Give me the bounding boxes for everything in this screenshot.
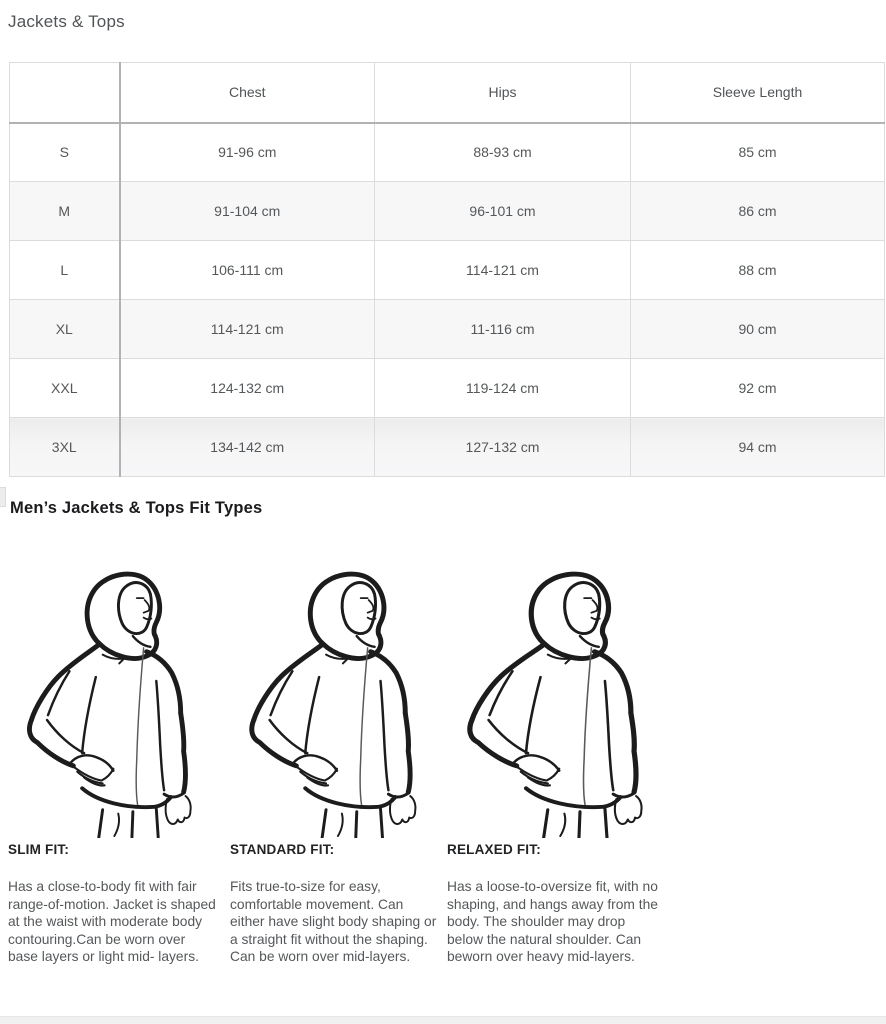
fit-type-column-standard: [230, 562, 438, 966]
table-row: [10, 241, 885, 300]
page-title: Jackets & Tops: [8, 12, 125, 31]
chest-cell: 91-104 cm: [120, 182, 375, 241]
column-header-hips: Hips: [375, 63, 631, 123]
table-row: [10, 123, 885, 182]
table-row: [10, 300, 885, 359]
chest-cell: 134-142 cm: [120, 418, 375, 477]
hooded-jacket-figure-icon: [230, 562, 433, 838]
sleeve-cell: 86 cm: [631, 182, 885, 241]
fit-type-name: STANDARD FIT:: [230, 842, 335, 857]
hips-cell: 88-93 cm: [375, 123, 631, 182]
size-cell: M: [10, 182, 120, 241]
hips-cell: 119-124 cm: [375, 359, 631, 418]
column-header-chest: Chest: [120, 63, 375, 123]
hips-cell: 11-116 cm: [375, 300, 631, 359]
left-edge-fragment: [0, 487, 6, 507]
column-header-sleeve-length: Sleeve Length: [631, 63, 885, 123]
table-row: [10, 182, 885, 241]
size-cell: 3XL: [10, 418, 120, 477]
hooded-jacket-figure-icon: [447, 562, 660, 838]
size-cell: XL: [10, 300, 120, 359]
chest-cell: 124-132 cm: [120, 359, 375, 418]
size-table: [9, 62, 885, 477]
footer-band: [0, 1016, 886, 1024]
table-row: [10, 418, 885, 477]
fit-type-column-slim: [8, 562, 216, 966]
hips-cell: 96-101 cm: [375, 182, 631, 241]
table-header-row: [10, 63, 885, 123]
size-cell: S: [10, 123, 120, 182]
sleeve-cell: 88 cm: [631, 241, 885, 300]
size-cell: L: [10, 241, 120, 300]
fit-type-description: Has a loose-to-oversize fit, with no shaping, and hangs away from the body. The shoulder may drop below the natural shoulder. Can beworn over heavy mid-layers.: [447, 879, 658, 964]
fit-type-description: Has a close-to-body fit with fair range-of-motion. Jacket is shaped at the waist with moderate body contouring.Can be worn over base layers or light mid- layers.: [8, 879, 216, 964]
sleeve-cell: 94 cm: [631, 418, 885, 477]
sleeve-cell: 92 cm: [631, 359, 885, 418]
hips-cell: 127-132 cm: [375, 418, 631, 477]
section-title: Men’s Jackets & Tops Fit Types: [10, 499, 263, 517]
hooded-jacket-figure-icon: [8, 562, 208, 838]
size-cell: XXL: [10, 359, 120, 418]
sleeve-cell: 85 cm: [631, 123, 885, 182]
column-header-size: [10, 63, 120, 123]
table-row: [10, 359, 885, 418]
sleeve-cell: 90 cm: [631, 300, 885, 359]
fit-type-column-relaxed: [447, 562, 660, 966]
chest-cell: 114-121 cm: [120, 300, 375, 359]
hips-cell: 114-121 cm: [375, 241, 631, 300]
fit-type-name: SLIM FIT:: [8, 842, 70, 857]
chest-cell: 91-96 cm: [120, 123, 375, 182]
fit-type-name: RELAXED FIT:: [447, 842, 541, 857]
chest-cell: 106-111 cm: [120, 241, 375, 300]
fit-type-description: Fits true-to-size for easy, comfortable movement. Can either have slight body shaping or a straight fit without the shaping. Can be worn over mid-layers.: [230, 879, 437, 964]
